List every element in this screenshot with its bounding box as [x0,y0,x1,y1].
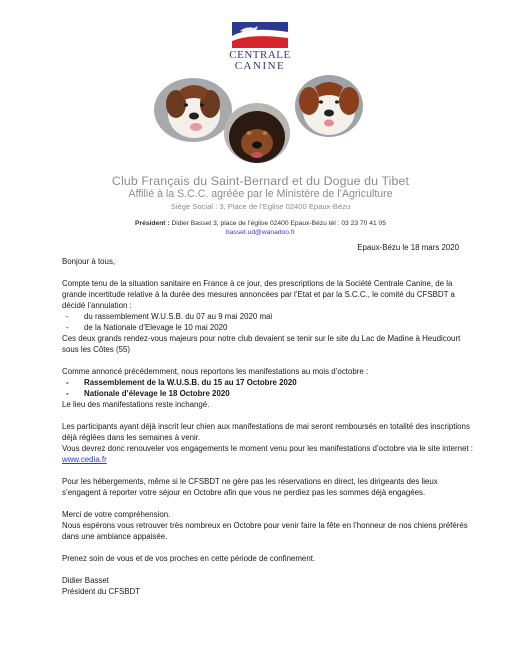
paragraph-care: Prenez soin de vous et de vos proches en cette période de confinement. [62,554,316,563]
paragraph-renew [62,443,476,465]
list-item: - Rassemblement de la W.U.S.B. du 15 au 17 Octobre 2020 [62,377,476,388]
letter-body [62,256,476,597]
paragraph-thanks: Merci de votre compréhension. [62,510,171,519]
saint-bernard-dog-photo [154,78,232,142]
logo-text-canine: CANINE [234,60,286,72]
club-seat-address: Siège Social : 3, Place de l’Eglise 02400 Epaux-Bézu [170,202,351,211]
renew-text: Vous devrez donc renouveler vos engagements le moment venu pour les manifestations d’octobre via le site internet : [62,444,473,453]
president-email: basset.ud@wanadoo.fr [226,229,295,236]
saint-bernard-dog-photo-2 [295,75,363,137]
paragraph-cancellation: Compte tenu de la situation sanitaire en France à ce jour, des prescriptions de la Société Centrale Canine, de la grande incertitude relative à la durée des mesures annoncées par l’Etat et par la S.C.C., le comité du CFSBDT a décidé l’annulation : [62,279,455,310]
centrale-canine-logo [229,22,291,72]
letter-date: Epaux-Bézu le 18 mars 2020 [357,243,459,252]
list-item: - de la Nationale d’Elevage le 10 mai 2020 [62,322,476,333]
tibetan-mastiff-dog-photo [224,103,290,163]
cedia-link[interactable]: www.cedia.fr [62,455,107,464]
paragraph-venue: Ces deux grands rendez-vous majeurs pour notre club devaient se tenir sur le site du Lac de Madine à Heudicourt sous les Côtes (55) [62,334,461,354]
president-label: Président : [135,220,170,227]
letter-greeting: Bonjour à tous, [62,257,116,266]
list-item: - du rassemblement W.U.S.B. du 07 au 9 mai 2020 mai [62,311,476,322]
president-line [0,220,521,227]
signature-name: Didier Basset [62,576,109,585]
paragraph-hope: Nous espérons vous retrouver très nombreux en Octobre pour venir faire la fête en l’honneur de nos chiens préférés dans une ambiance appaisée. [62,521,468,541]
signature-title: Président du CFSBDT [62,587,141,596]
paragraph-location-unchanged: Le lieu des manifestations reste inchangé. [62,400,210,409]
logo-emblem-icon [232,22,288,48]
club-title: Club Français du Saint-Bernard et du Dogue du Tibet [111,174,410,188]
paragraph-postponement: Comme annoncé précédemment, nous reportons les manifestations au mois d’octobre : [62,367,369,376]
club-affiliation: Affilié à la S.C.C. agréée par le Ministère de l’Agriculture [128,188,393,200]
paragraph-refund: Les participants ayant déjà inscrit leur chien aux manifestations de mai seront remboursés en totalité des inscriptions déjà réglées dans les semaines à venir. [62,422,470,442]
logo-text-centrale: CENTRALE [229,49,291,61]
paragraph-accommodation: Pour les hébergements, même si le CFSBDT ne gère pas les réservations en direct, les dirigeants des lieux s’engagent à reporter votre séjour en Octobre afin que vous ne perdiez pas les sommes déjà engagées. [62,477,438,497]
president-contact: Didier Basset 3, place de l’église 02400 Epaux-Bézu tél : 03 23 70 41 05 [171,220,386,227]
list-item: - Nationale d’élevage le 18 Octobre 2020 [62,388,476,399]
